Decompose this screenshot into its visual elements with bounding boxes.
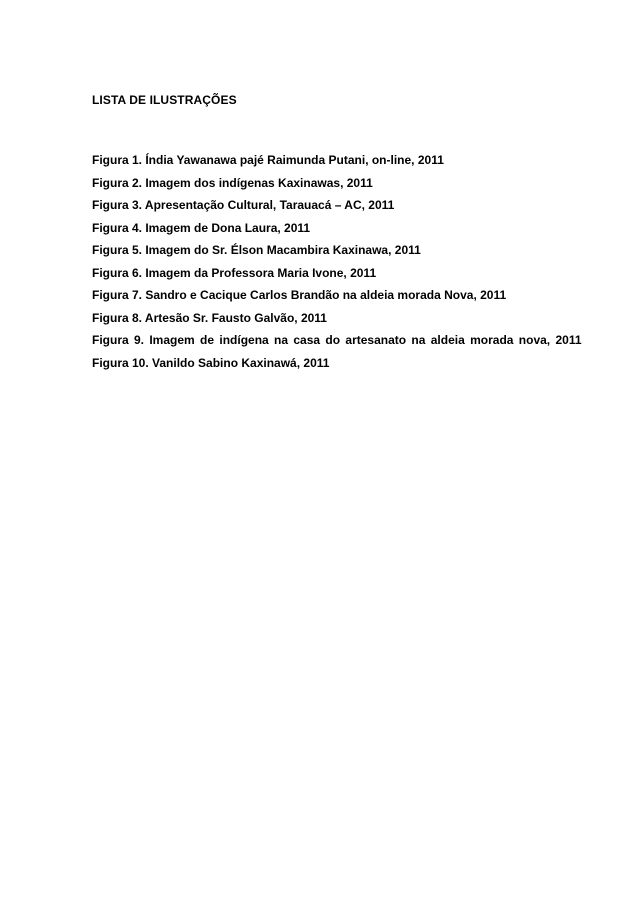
- figure-list-item: Figura 10. Vanildo Sabino Kaxinawá, 2011: [92, 355, 330, 370]
- figure-list-item: Figura 5. Imagem do Sr. Élson Macambira Kaxinawa, 2011: [92, 243, 421, 257]
- figure-list-item: Figura 1. Índia Yawanawa pajé Raimunda Putani, on-line, 2011: [92, 153, 444, 167]
- figure-list: [92, 149, 590, 374]
- figure-list-item: Figura 3. Apresentação Cultural, Tarauacá – AC, 2011: [92, 198, 395, 212]
- figure-list-item: Figura 7. Sandro e Cacique Carlos Brandão na aldeia morada Nova, 2011: [92, 288, 507, 302]
- figure-list-item: Figura 9. Imagem de indígena na casa do artesanato na aldeia morada nova, 2011: [92, 333, 582, 347]
- figure-list-item: Figura 4. Imagem de Dona Laura, 2011: [92, 220, 311, 235]
- figure-list-item: Figura 2. Imagem dos indígenas Kaxinawas, 2011: [92, 175, 373, 190]
- figure-list-item: Figura 8. Artesão Sr. Fausto Galvão, 2011: [92, 310, 327, 325]
- page-title: LISTA DE ILUSTRAÇÕES: [92, 93, 237, 107]
- figure-list-item: Figura 6. Imagem da Professora Maria Ivone, 2011: [92, 265, 377, 280]
